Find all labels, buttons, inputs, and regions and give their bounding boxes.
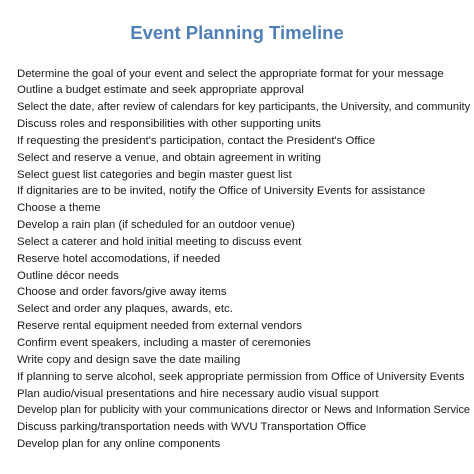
list-item: Reserve rental equipment needed from external vendors — [17, 320, 302, 333]
list-item: Develop plan for publicity with your communications director or News and Information Service — [17, 404, 471, 417]
list-item: Write copy and design save the date mailing — [17, 353, 241, 366]
list-item: Develop plan for any online components — [17, 438, 221, 451]
list-item: If requesting the president's participation, contact the President's Office — [17, 134, 376, 147]
list-item: Select and reserve a venue, and obtain agreement in writing — [17, 151, 321, 164]
list-item: Determine the goal of your event and select the appropriate format for your message — [17, 67, 444, 80]
list-item: Outline a budget estimate and seek appropriate approval — [17, 84, 304, 97]
list-item: Select and order any plaques, awards, etc. — [17, 303, 233, 316]
timeline-list — [17, 66, 474, 453]
list-item: Reserve hotel accomodations, if needed — [17, 252, 221, 265]
list-item: Develop a rain plan (if scheduled for an outdoor venue) — [17, 219, 295, 232]
list-item: Discuss parking/transportation needs with WVU Transportation Office — [17, 421, 367, 434]
page-title: Event Planning Timeline — [130, 22, 344, 43]
list-item: If planning to serve alcohol, seek appropriate permission from Office of University Events — [17, 370, 465, 383]
list-item: Confirm event speakers, including a master of ceremonies — [17, 337, 311, 349]
list-item: Plan audio/visual presentations and hire necessary audio visual support — [17, 387, 379, 400]
list-item: Choose and order favors/give away items — [17, 286, 227, 299]
list-item: Select a caterer and hold initial meeting to discuss event — [17, 235, 302, 248]
list-item: Outline décor needs — [17, 269, 119, 282]
list-item: Discuss roles and responsibilities with other supporting units — [17, 118, 321, 131]
list-item: Choose a theme — [17, 202, 101, 215]
list-item: If dignitaries are to be invited, notify the Office of University Events for assistance — [17, 185, 426, 198]
list-item: Select guest list categories and begin master guest list — [17, 168, 292, 181]
list-item: Select the date, after review of calendars for key participants, the University, and community — [17, 101, 471, 114]
